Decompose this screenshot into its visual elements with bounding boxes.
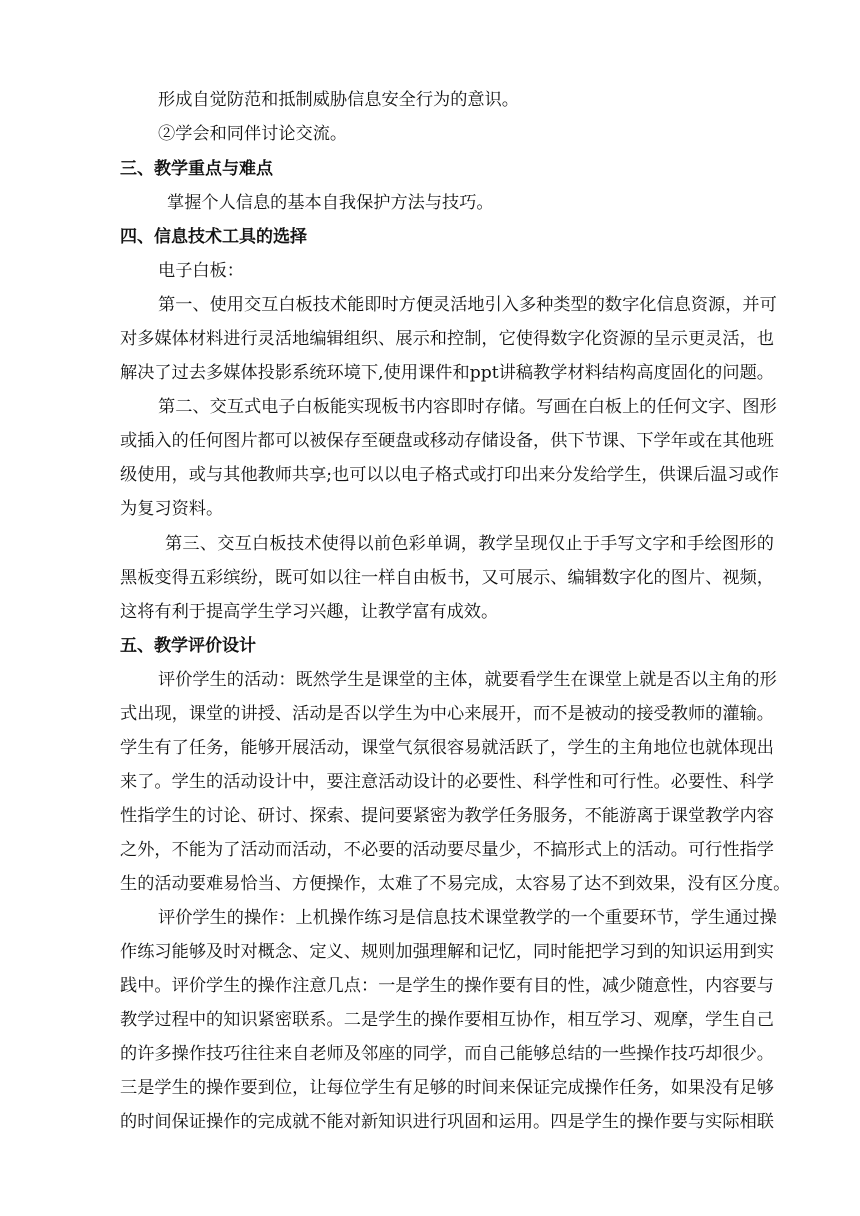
paragraph-line: 来了。学生的活动设计中，要注意活动设计的必要性、科学性和可行性。必要性、科学 [120,772,774,792]
paragraph-line: 或插入的任何图片都可以被保存至硬盘或移动存储设备，供下节课、下学年或在其他班 [120,431,774,451]
paragraph-line: 第三、交互白板技术使得以前色彩单调，教学呈现仅止于手写文字和手绘图形的 [165,534,774,554]
paragraph-line: 三是学生的操作要到位，让每位学生有足够的时间来保证完成操作任务，如果没有足够 [120,1078,774,1098]
paragraph-line: 的时间保证操作的完成就不能对新知识进行巩固和运用。四是学生的操作要与实际相联 [120,1112,774,1132]
paragraph-line: 这将有利于提高学生学习兴趣，让教学富有成效。 [120,602,499,622]
section-heading: 四、信息技术工具的选择 [120,227,307,247]
paragraph-line: 第二、交互式电子白板能实现板书内容即时存储。写画在白板上的任何文字、图形 [158,397,777,417]
paragraph-line: 评价学生的活动：既然学生是课堂的主体，就要看学生在课堂上就是否以主角的形 [158,670,777,690]
paragraph-line: 黑板变得五彩缤纷，既可如以往一样自由板书，又可展示、编辑数字化的图片、视频， [120,568,774,588]
paragraph-line: 第一、使用交互白板技术能即时方便灵活地引入多种类型的数字化信息资源，并可 [158,295,777,315]
paragraph-line: 的许多操作技巧往往来自老师及邻座的同学，而自己能够总结的一些操作技巧却很少。 [120,1044,774,1064]
paragraph-line: ②学会和同伴讨论交流。 [158,124,348,144]
paragraph-line: 学生有了任务，能够开展活动，课堂气氛很容易就活跃了，学生的主角地位也就体现出 [120,738,774,758]
paragraph-line: 作练习能够及时对概念、定义、规则加强理解和记忆，同时能把学习到的知识运用到实 [120,942,774,962]
section-heading: 三、教学重点与难点 [120,159,273,179]
paragraph-line: 评价学生的操作：上机操作练习是信息技术课堂教学的一个重要环节，学生通过操 [158,908,777,928]
paragraph-line: 形成自觉防范和抵制威胁信息安全行为的意识。 [158,90,519,110]
paragraph-line: 生的活动要难易恰当、方便操作，太难了不易完成，太容易了达不到效果，没有区分度。 [120,874,791,894]
paragraph-line: 教学过程中的知识紧密联系。二是学生的操作要相互协作，相互学习、观摩，学生自己 [120,1010,774,1030]
paragraph-line: 性指学生的讨论、研讨、探索、提问要紧密为教学任务服务，不能游离于课堂教学内容 [120,806,774,826]
paragraph-line: 之外，不能为了活动而活动，不必要的活动要尽量少，不搞形式上的活动。可行性指学 [120,840,774,860]
paragraph-line: 掌握个人信息的基本自我保护方法与技巧。 [167,193,494,213]
paragraph-line: 式出现，课堂的讲授、活动是否以学生为中心来展开，而不是被动的接受教师的灌输。 [120,704,774,724]
paragraph-line: 践中。评价学生的操作注意几点：一是学生的操作要有目的性，减少随意性，内容要与 [120,976,774,996]
paragraph-line: 对多媒体材料进行灵活地编辑组织、展示和控制，它使得数字化资源的呈示更灵活，也 [120,329,774,349]
paragraph-line: 为复习资料。 [120,499,224,519]
paragraph-line: 级使用，或与其他教师共享;也可以以电子格式或打印出来分发给学生，供课后温习或作 [120,465,779,485]
paragraph-line: 电子白板： [158,261,244,281]
paragraph-line: 解决了过去多媒体投影系统环境下,使用课件和ppt讲稿教学材料结构高度固化的问题。 [120,363,774,383]
section-heading: 五、教学评价设计 [120,636,256,656]
